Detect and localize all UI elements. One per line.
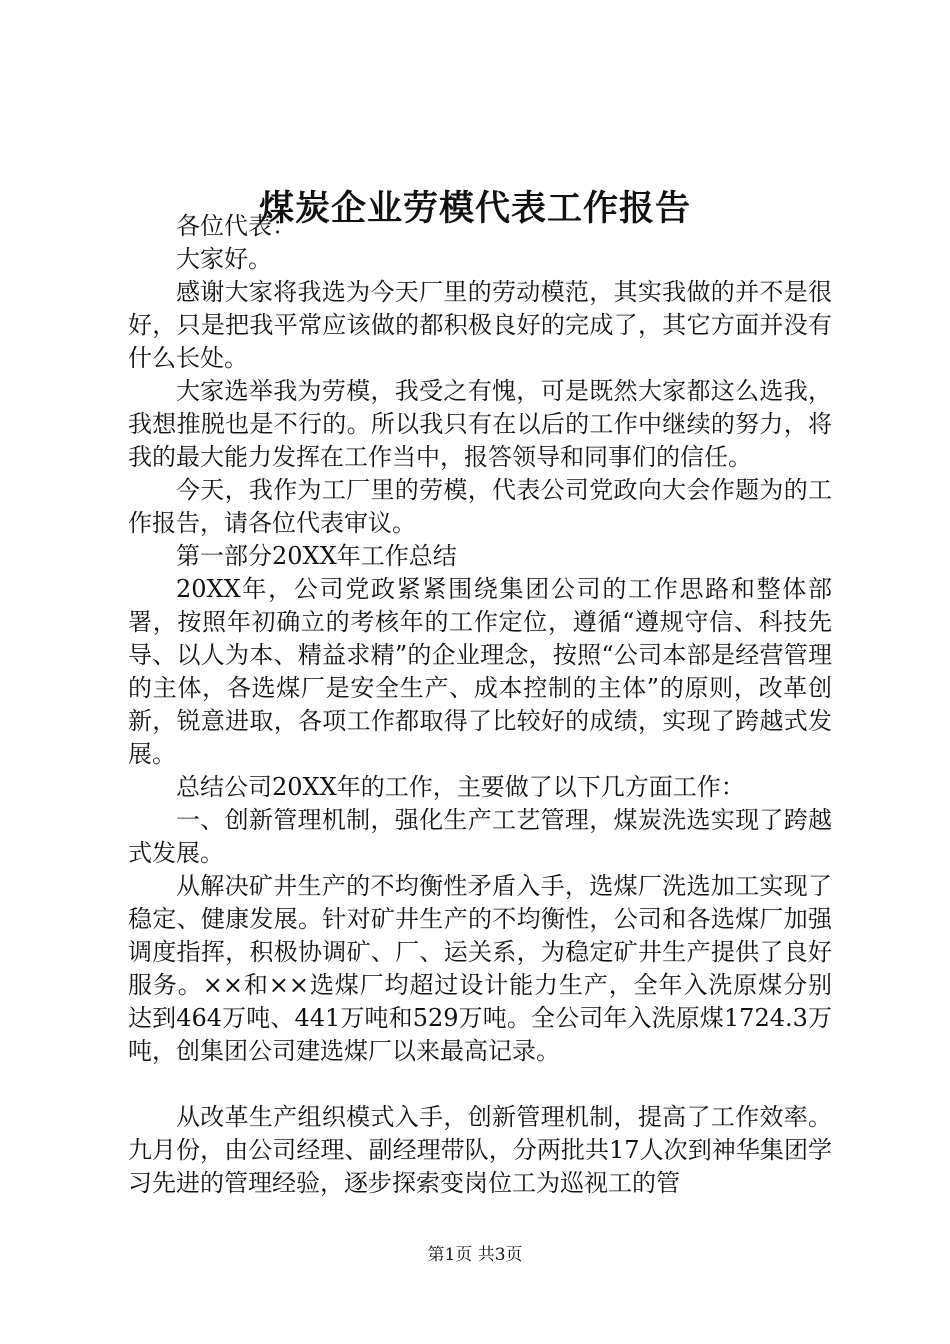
greeting: 大家好。 [176,245,272,273]
document-title: 煤炭企业劳模代表工作报告 [258,188,691,229]
paragraph: 总结公司20XX年的工作，主要做了以下几方面工作： [176,773,745,801]
paragraph: 从解决矿井生产的不均衡性矛盾入手，选煤厂洗选加工实现了稳定、健康发展。针对矿井生产的不均衡性，公司和各选煤厂加强调度指挥，积极协调矿、厂、运关系，为稳定矿井生产提供了良好服务。××和××选煤厂均超过设计能力生产，全年入洗原煤分别达到464万吨、441万吨和529万吨。全公司年入洗原煤1724.3万吨，创集团公司建选煤厂以来最高记录。 [128,872,832,1065]
paragraph: 大家选举我为劳模，我受之有愧，可是既然大家都这么选我，我想推脱也是不行的。所以我只有在以后的工作中继续的努力，将我的最大能力发挥在工作当中，报答领导和同事们的信任。 [128,377,832,471]
section-heading: 第一部分20XX年工作总结 [176,542,457,570]
document-body [128,210,832,1200]
paragraph: 感谢大家将我选为今天厂里的劳动模范，其实我做的并不是很好，只是把我平常应该做的都积极良好的完成了，其它方面并没有什么长处。 [128,278,832,372]
page-footer: 第1页 共3页 [427,1245,523,1265]
salutation: 各位代表： [176,212,296,240]
paragraph: 20XX年，公司党政紧紧围绕集团公司的工作思路和整体部署，按照年初确立的考核年的工作定位，遵循“遵规守信、科技先导、以人为本、精益求精”的企业理念，按照“公司本部是经营管理的主体，各选煤厂是安全生产、成本控制的主体”的原则，改革创新，锐意进取，各项工作都取得了比较好的成绩，实现了跨越式发展。 [128,575,832,768]
paragraph: 今天，我作为工厂里的劳模，代表公司党政向大会作题为的工作报告，请各位代表审议。 [128,476,832,537]
subsection-heading: 一、创新管理机制，强化生产工艺管理，煤炭洗选实现了跨越式发展。 [128,806,832,867]
paragraph: 从改革生产组织模式入手，创新管理机制，提高了工作效率。九月份，由公司经理、副经理带队，分两批共17人次到神华集团学习先进的管理经验，逐步探索变岗位工为巡视工的管 [128,1103,832,1197]
